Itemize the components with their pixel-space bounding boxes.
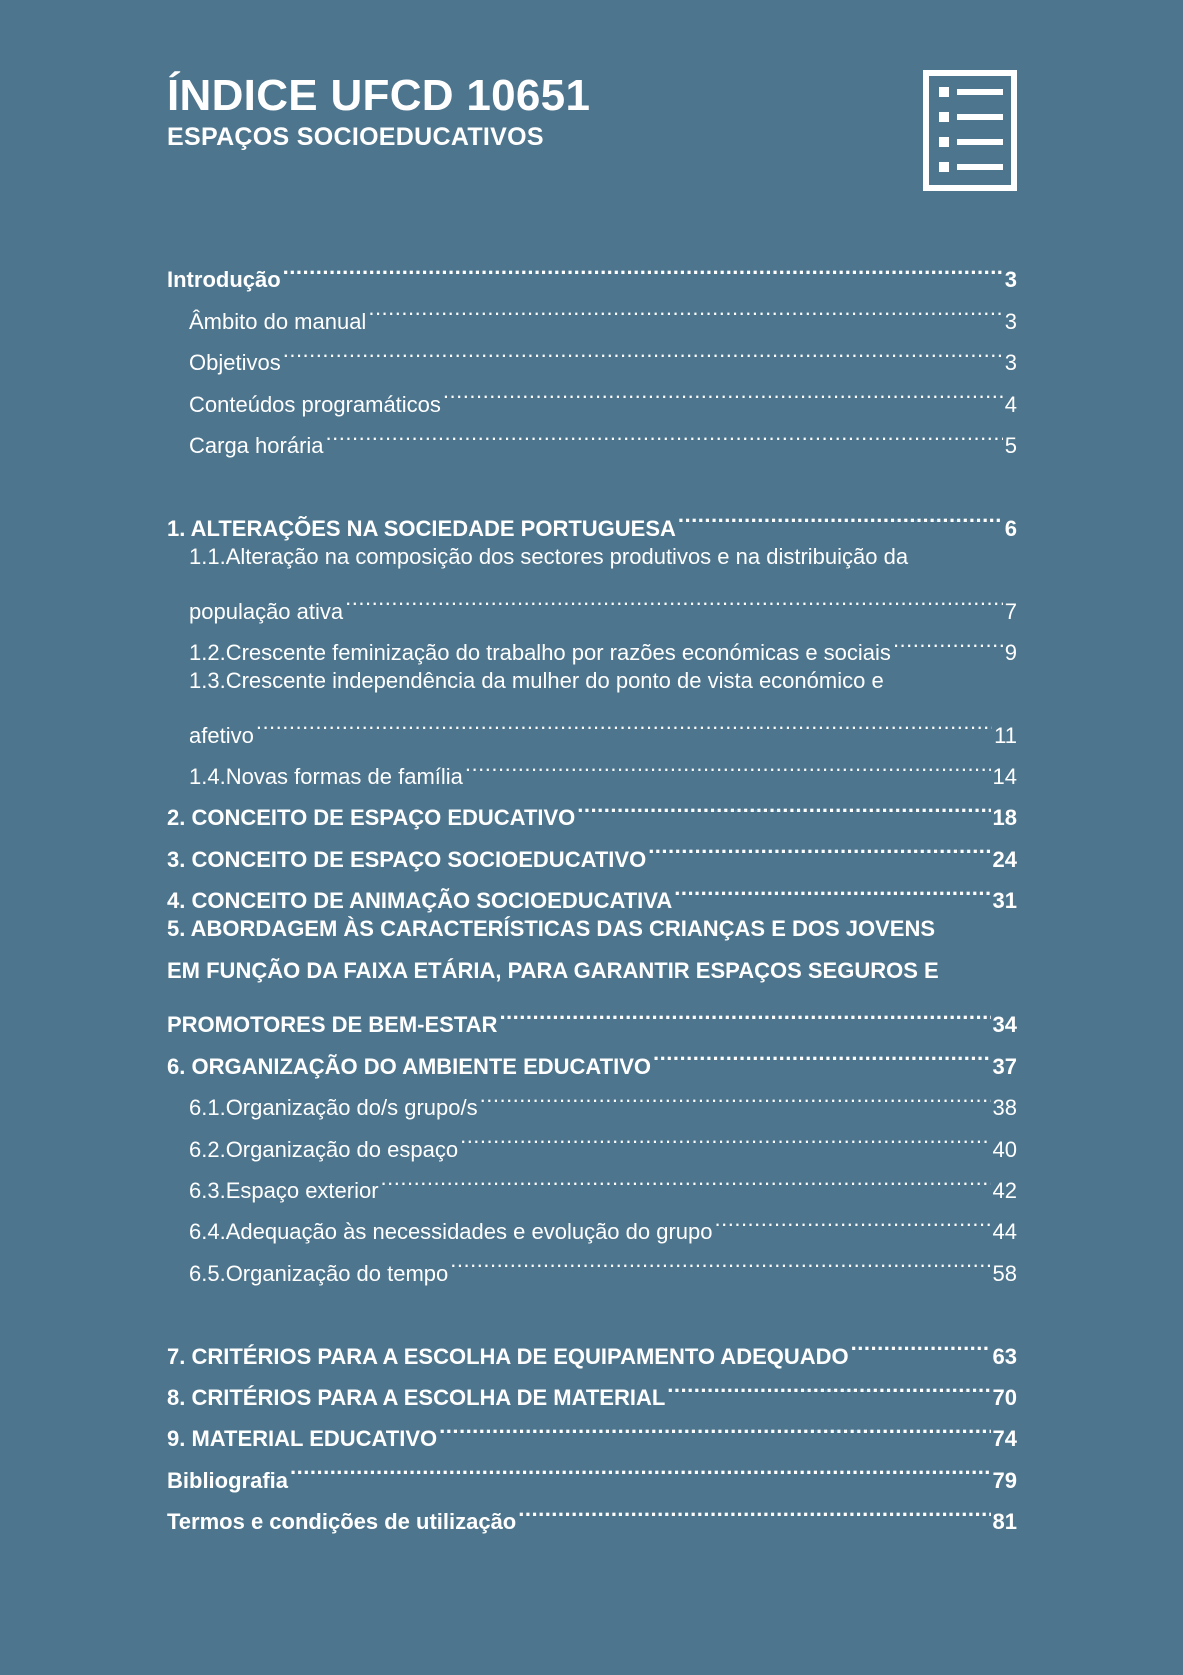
toc-entry-page: 58 — [992, 1260, 1017, 1286]
toc-entry-page: 34 — [992, 1012, 1017, 1038]
dot-leader — [480, 1074, 991, 1115]
toc-entry-label: 7. CRITÉRIOS PARA A ESCOLHA DE EQUIPAMENTO ADEQUADO — [167, 1343, 849, 1369]
toc-entry-bibliografia[interactable] — [167, 1446, 1017, 1493]
toc-entry-label: 2. CONCEITO DE ESPAÇO EDUCATIVO — [167, 805, 576, 831]
toc-entry-section-1[interactable] — [167, 494, 1017, 541]
toc-entry-label: 8. CRITÉRIOS PARA A ESCOLHA DE MATERIAL — [167, 1384, 666, 1410]
toc-entry-5-line-2[interactable]: EM FUNÇÃO DA FAIXA ETÁRIA, PARA GARANTIR ESPAÇOS SEGUROS E — [167, 957, 939, 983]
toc-entry-page: 79 — [992, 1467, 1017, 1493]
dot-leader — [345, 577, 1003, 618]
toc-entry-label: 9. MATERIAL EDUCATIVO — [167, 1426, 438, 1452]
toc-entry-label: 4. CONCEITO DE ANIMAÇÃO SOCIOEDUCATIVA — [167, 888, 673, 914]
dot-leader — [653, 1032, 991, 1073]
toc-entry-page: 14 — [992, 764, 1017, 790]
page-subtitle: ESPAÇOS SOCIOEDUCATIVOS — [167, 123, 544, 151]
toc-entry-page: 40 — [992, 1136, 1017, 1162]
dot-leader — [290, 1446, 991, 1487]
toc-entry-page: 81 — [992, 1509, 1017, 1535]
dot-leader — [326, 412, 1003, 453]
toc-entry-page: 4 — [1004, 391, 1017, 417]
toc-entry-conteudos[interactable] — [167, 370, 1017, 417]
toc-entry-1-3[interactable] — [167, 701, 1017, 748]
toc-entry-page: 38 — [992, 1095, 1017, 1121]
toc-entry-objetivos[interactable] — [167, 329, 1017, 376]
toc-entry-label: 1.4.Novas formas de família — [189, 764, 463, 790]
dot-leader — [443, 370, 1003, 411]
toc-entry-section-7[interactable] — [167, 1322, 1017, 1369]
toc-entry-label: Carga horária — [189, 432, 324, 458]
toc-entry-section-5[interactable] — [167, 991, 1017, 1038]
toc-entry-page: 44 — [992, 1219, 1017, 1245]
dot-leader — [648, 825, 990, 866]
toc-entry-ambito[interactable] — [167, 287, 1017, 334]
toc-entry-label: Conteúdos programáticos — [189, 391, 441, 417]
dot-leader — [893, 619, 1003, 660]
dot-leader — [465, 743, 991, 784]
toc-entry-page: 5 — [1004, 432, 1017, 458]
toc-entry-page: 70 — [992, 1384, 1017, 1410]
dot-leader — [674, 867, 990, 908]
toc-entry-label: população ativa — [189, 598, 344, 624]
dot-leader — [256, 701, 992, 742]
toc-entry-label: Introdução — [167, 267, 281, 293]
toc-entry-1-3-line[interactable]: 1.3.Crescente independência da mulher do ponto de vista económico e — [189, 667, 884, 693]
toc-entry-page: 3 — [1004, 350, 1017, 376]
toc-entry-label: 1.2.Crescente feminização do trabalho por razões económicas e sociais — [189, 639, 891, 665]
toc-entry-label: 6. ORGANIZAÇÃO DO AMBIENTE EDUCATIVO — [167, 1053, 652, 1079]
toc-entry-page: 18 — [992, 805, 1017, 831]
toc-entry-label: Âmbito do manual — [189, 308, 367, 334]
dot-leader — [439, 1405, 990, 1446]
toc-entry-page: 3 — [1004, 308, 1017, 334]
toc-entry-page: 9 — [1004, 639, 1017, 665]
list-document-icon — [923, 70, 1017, 191]
dot-leader — [715, 1198, 991, 1239]
dot-leader — [460, 1115, 990, 1156]
toc-entry-termos[interactable] — [167, 1488, 1017, 1535]
dot-leader — [283, 246, 1003, 287]
toc-entry-1-1-line[interactable]: 1.1.Alteração na composição dos sectores produtivos e na distribuição da — [189, 543, 909, 569]
toc-entry-page: 37 — [992, 1053, 1017, 1079]
toc-entry-page: 24 — [992, 846, 1017, 872]
toc-entry-label: Termos e condições de utilização — [167, 1509, 517, 1535]
toc-entry-1-4[interactable] — [167, 743, 1017, 790]
toc-entry-label: Bibliografia — [167, 1467, 289, 1493]
dot-leader — [678, 494, 1003, 535]
dot-leader — [283, 329, 1003, 370]
toc-entry-page: 42 — [992, 1177, 1017, 1203]
toc-entry-label: 6.3.Espaço exterior — [189, 1177, 379, 1203]
dot-leader — [518, 1488, 990, 1529]
toc-entry-page: 6 — [1004, 515, 1017, 541]
dot-leader — [499, 991, 990, 1032]
toc-entry-page: 63 — [992, 1343, 1017, 1369]
table-of-contents — [167, 246, 1017, 1535]
toc-entry-page: 31 — [992, 888, 1017, 914]
dot-leader — [577, 784, 990, 825]
dot-leader — [368, 287, 1002, 328]
toc-entry-label: 6.1.Organização do/s grupo/s — [189, 1095, 478, 1121]
dot-leader — [450, 1239, 990, 1280]
dot-leader — [667, 1364, 990, 1405]
toc-entry-page: 3 — [1004, 267, 1017, 293]
toc-entry-introducao[interactable] — [167, 246, 1017, 293]
toc-entry-label: 1. ALTERAÇÕES NA SOCIEDADE PORTUGUESA — [167, 515, 676, 541]
toc-entry-label: 3. CONCEITO DE ESPAÇO SOCIOEDUCATIVO — [167, 846, 647, 872]
dot-leader — [381, 1157, 991, 1198]
toc-entry-label: PROMOTORES DE BEM-ESTAR — [167, 1012, 498, 1038]
toc-entry-page: 7 — [1004, 598, 1017, 624]
page-title: ÍNDICE UFCD 10651 — [167, 71, 591, 120]
toc-entry-5-line-1[interactable]: 5. ABORDAGEM ÀS CARACTERÍSTICAS DAS CRIANÇAS E DOS JOVENS — [167, 916, 936, 942]
toc-entry-1-1[interactable] — [167, 577, 1017, 624]
toc-entry-label: 6.2.Organização do espaço — [189, 1136, 459, 1162]
toc-entry-label: 6.4.Adequação às necessidades e evolução do grupo — [189, 1219, 713, 1245]
toc-entry-page: 11 — [994, 722, 1017, 748]
toc-entry-label: Objetivos — [189, 350, 281, 376]
toc-entry-label: 6.5.Organização do tempo — [189, 1260, 449, 1286]
dot-leader — [851, 1322, 991, 1363]
toc-entry-page: 74 — [992, 1426, 1017, 1452]
toc-entry-label: afetivo — [189, 722, 254, 748]
page-header — [167, 70, 1017, 152]
